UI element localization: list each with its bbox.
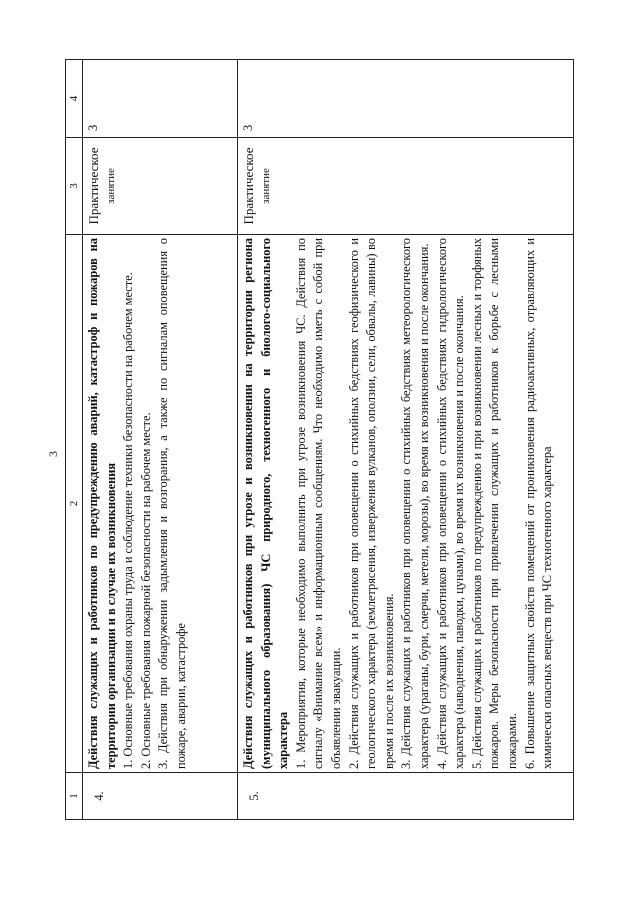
topic-item: 1. Основные требования охраны труда и соблюдение техники безопасности на рабочем месте. xyxy=(121,272,136,769)
hours: 3 xyxy=(238,60,574,138)
topic-item: 2. Основные требования пожарной безопасности на рабочем месте. xyxy=(138,412,153,769)
lesson-type-line-1: Практическое xyxy=(241,147,256,225)
header-col-3: 3 xyxy=(66,138,83,235)
header-col-1: 1 xyxy=(66,773,83,820)
header-row xyxy=(66,60,83,820)
topic-cell xyxy=(238,235,574,773)
topic-title: Действия служащих и работников по предупреждению аварий, катастроф и пожаров на территории организации и в случае их возникновения xyxy=(86,238,118,769)
topic-item: 4. Действия служащих и работников при оповещении о стихийных бедствиях гидрологического характера (наводнения, паводки, цунами), во время их возникновения и после окончания. xyxy=(434,238,467,769)
row-number: 4. xyxy=(83,773,238,820)
header-col-2: 2 xyxy=(66,235,83,773)
topic-item: 6. Повышение защитных свойств помещений от проникновения радиоактивных, отравляющих и химически опасных веществ при ЧС техногенного характера xyxy=(522,238,555,769)
lesson-type xyxy=(83,138,238,235)
topic-item: 3. Действия служащих и работников при оповещении о стихийных бедствиях метеорологического характера (ураганы, бури, смерчи, метели, морозы), во время их возникновения и после окончания. xyxy=(399,238,431,769)
topic-item: 3. Действия при обнаружении задымления и возгорания, а также по сигналам оповещения о пожаре, аварии, катастрофе xyxy=(156,238,188,769)
header-col-4: 4 xyxy=(66,60,83,138)
lesson-type-line-1: Практическое xyxy=(86,147,101,225)
topic-item: 1. Мероприятия, которые необходимо выполнить при угрозе возникновения ЧС. Действия по сигналу «Внимание всем» и информационным сообщениям. Что необходимо иметь с собой при объявлении эвакуации. xyxy=(293,238,343,769)
topic-cell xyxy=(83,235,238,773)
row-number: 5. xyxy=(238,773,574,820)
topic-title: Действия служащих и работников при угрозе и возникновении на территории региона (муниципального образования) ЧС природного, техногенного и биолого-социального характера xyxy=(241,238,291,769)
topic-item: 5. Действия служащих и работников по предупреждению и при возникновении лесных и торфяных пожаров. Меры безопасности при привлечении служащих и работников к борьбе с лесными пожарами. xyxy=(469,238,519,769)
lesson-type-line-2: занятие xyxy=(259,168,272,204)
hours: 3 xyxy=(83,60,238,138)
table-row xyxy=(238,60,574,820)
table-row xyxy=(83,60,238,820)
curriculum-table xyxy=(65,59,574,820)
page-number: 3 xyxy=(46,451,60,457)
topic-item: 2. Действия служащих и работников при оповещении о стихийных бедствиях геофизического и геологического характера (землетрясения, извержения вулканов, оползни, сели, обвалы, лавины) во время и после их возникновения. xyxy=(346,238,396,769)
lesson-type xyxy=(238,138,574,235)
lesson-type-line-2: занятие xyxy=(104,168,117,204)
